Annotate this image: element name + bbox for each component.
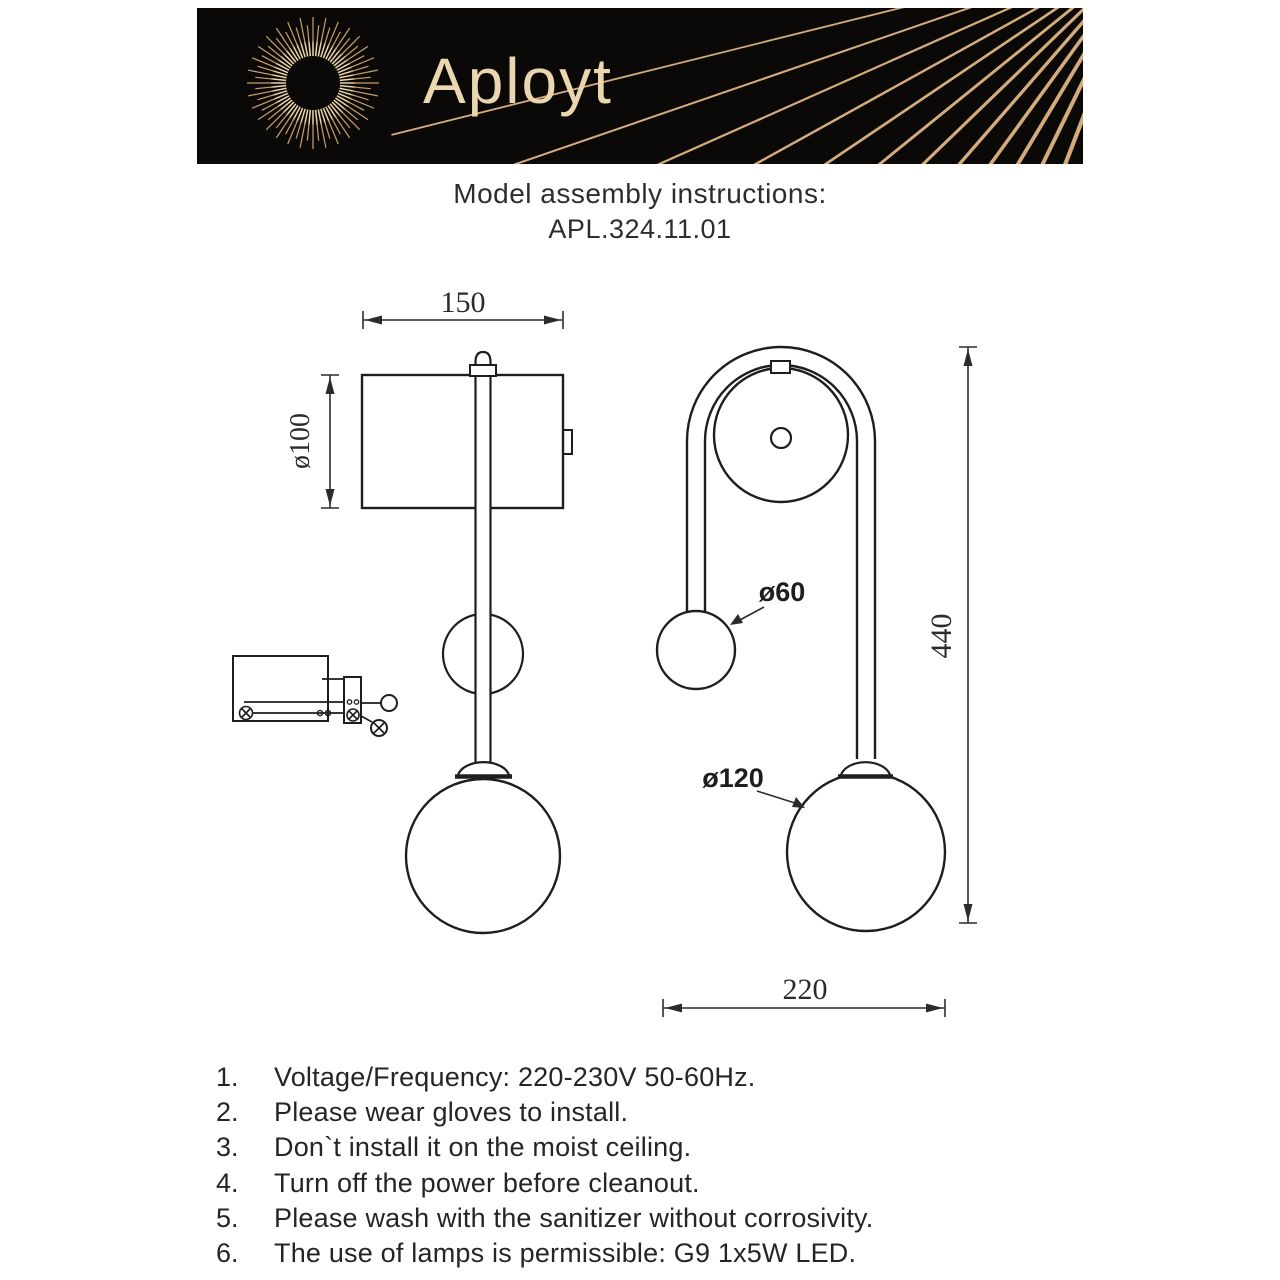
instruction-number: 4. [216,1167,239,1198]
stem-side [476,352,491,772]
instruction-text: Please wear gloves to install. [274,1097,629,1128]
dimension-width-220 [663,973,945,1017]
instruction-item [216,1203,1116,1238]
dim-label-220: 220 [782,973,828,1006]
instructions-list [216,1062,1116,1273]
dim-label-60: ø60 [758,577,806,607]
starburst-logo-icon [247,17,379,149]
dimension-width-150 [363,286,563,329]
ground-terminal [240,707,253,720]
instruction-item [216,1238,1116,1273]
instruction-text: Voltage/Frequency: 220-230V 50-60Hz. [274,1062,756,1092]
model-number: APL.324.11.01 [548,213,732,244]
lamp-holder-front [841,762,890,775]
page-title: Model assembly instructions: [453,178,827,209]
title-block [0,176,1280,246]
small-ball-front [657,611,735,689]
brand-logo-text: Aployt [423,45,613,117]
instruction-number: 6. [216,1237,239,1268]
instruction-number: 5. [216,1202,239,1233]
glass-ball-front [787,773,945,931]
lamp-shade-side [362,375,563,508]
instruction-number: 2. [216,1097,239,1128]
instruction-text: Please wash with the sanitizer without corrosivity. [274,1202,874,1233]
instruction-item [216,1168,1116,1203]
label-ball-60 [730,577,805,625]
wall-plate [714,368,848,502]
dim-label-120: ø120 [702,763,764,793]
lamp-symbol [371,720,387,736]
glass-ball-side [406,779,560,933]
dimension-shade-100 [285,375,339,508]
instruction-number: 1. [216,1062,239,1092]
instruction-item [216,1062,1116,1097]
instruction-item [216,1132,1116,1167]
dim-label-440: 440 [925,613,958,659]
technical-drawing [0,270,1280,1050]
wiring-diagram [233,656,397,736]
instruction-text: Turn off the power before cleanout. [274,1167,700,1198]
instruction-text: Don`t install it on the moist ceiling. [274,1132,692,1163]
lamp-holder-side [458,762,509,775]
dim-label-150: 150 [440,286,486,319]
instruction-item [216,1097,1116,1132]
front-view-drawing [657,347,977,1017]
instruction-text: The use of lamps is permissible: G9 1x5W LED. [274,1237,857,1268]
stem-collar [470,365,496,376]
mount-notch [771,361,790,373]
instruction-number: 3. [216,1132,239,1163]
side-view-drawing [285,286,572,933]
label-ball-120 [702,763,805,808]
side-switch [563,430,572,454]
brand-banner [197,8,1083,164]
banner-decoration [197,8,1083,164]
dim-label-100: ø100 [285,413,316,469]
ring-symbol [381,695,397,711]
